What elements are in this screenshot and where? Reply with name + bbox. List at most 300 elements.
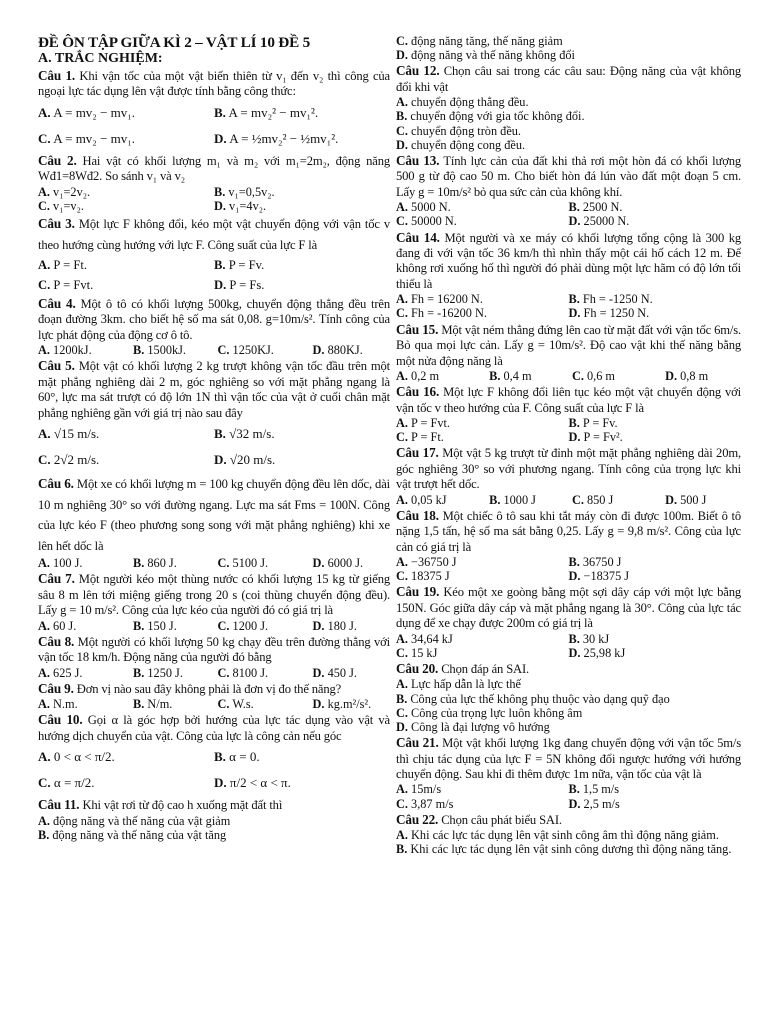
left-column (38, 34, 390, 842)
option-text: v₁=2v₂. (53, 184, 91, 199)
answer-options (396, 632, 741, 660)
answer-option (396, 34, 741, 48)
option-text: π/2 < α < π. (229, 775, 291, 791)
question-block (396, 661, 741, 734)
answer-option (396, 720, 741, 734)
exam-title: ĐỀ ÔN TẬP GIỮA KÌ 2 – VẬT LÍ 10 ĐỀ 5 (38, 34, 310, 51)
option-text: 34,64 kJ (411, 631, 453, 646)
answer-option (38, 744, 214, 770)
option-text: P = Fv. (228, 258, 265, 273)
answer-option (38, 828, 390, 842)
answer-option (214, 100, 390, 126)
option-text: √32 m/s. (229, 426, 275, 442)
option-text: P = Fv. (582, 415, 618, 430)
option-letter: B. (214, 184, 226, 199)
option-letter: C. (217, 618, 230, 633)
question-number: Câu 22. (396, 811, 439, 827)
answer-option (38, 814, 390, 828)
option-letter: C. (38, 452, 51, 468)
option-letter: D. (214, 130, 227, 146)
answer-option (396, 48, 741, 62)
answer-options (38, 556, 390, 570)
option-letter: B. (38, 827, 50, 842)
question-text: Kéo một xe goòng bằng một sợi dây cáp với một lực bằng 150N. Góc giữa dây cáp và mặt phẳng ngang là 30°. Công của lực tác dụng để xe chạy được 200m có giá trị là (396, 585, 742, 631)
option-text: 1250 J. (147, 665, 183, 680)
question-block (396, 34, 741, 62)
option-letter: B. (568, 631, 580, 646)
option-text: 880KJ. (327, 343, 363, 358)
answer-option (396, 677, 741, 691)
option-text: α = 0. (229, 749, 260, 765)
answer-option (569, 569, 742, 583)
question-text: Một người kéo một thùng nước có khối lượng 15 kg từ giếng sâu 8 m lên tới miệng giếng trong 20 s (coi thùng chuyển động đều). Lấy g = 10 m/s². Công của lực kéo của người đó có giá trị là (38, 572, 391, 618)
option-letter: D. (568, 214, 581, 229)
question-number: Câu 1. (38, 68, 76, 83)
answer-option (396, 706, 741, 720)
question-block (396, 63, 741, 152)
answer-option (214, 126, 390, 152)
option-text: 450 J. (327, 665, 357, 680)
option-letter: D. (214, 278, 227, 293)
option-text: 60 J. (53, 618, 77, 633)
option-text: 5000 N. (411, 200, 451, 215)
question-stem (396, 661, 741, 677)
question-stem (396, 445, 741, 492)
question-stem (38, 681, 390, 697)
option-text: −18375 J (583, 569, 630, 584)
option-letter: B. (214, 104, 226, 120)
option-letter: A. (396, 828, 408, 843)
question-block (38, 712, 390, 796)
question-number: Câu 2. (38, 152, 77, 168)
option-letter: B. (214, 749, 226, 765)
question-block (38, 681, 390, 712)
answer-option (38, 126, 214, 152)
question-stem (396, 230, 741, 293)
question-number: Câu 6. (38, 476, 74, 492)
answer-option (218, 697, 313, 711)
answer-option (396, 828, 741, 842)
option-letter: B. (396, 842, 408, 857)
option-letter: D. (568, 306, 581, 321)
option-letter: D. (312, 697, 325, 712)
option-text: 25000 N. (583, 214, 630, 229)
answer-options (38, 619, 390, 633)
option-text: v₁=v₂. (53, 198, 84, 213)
option-text: 625 J. (53, 665, 83, 680)
question-stem (38, 214, 390, 255)
question-text: Một xe có khối lượng m = 100 kg chuyển động đều lên dốc, dài 10 m nghiêng 30° so với đường ngang. Lực ma sát Fms = 100N. Công của lực kéo F (theo phương song song với mặt phẳng nghiêng) khi xe lên hết dốc là (38, 477, 390, 553)
option-letter: A. (38, 749, 51, 765)
option-letter: C. (38, 278, 51, 293)
option-text: Fh = -1250 N. (582, 292, 653, 307)
option-letter: B. (568, 200, 580, 215)
option-text: 0,6 m (586, 368, 615, 383)
answer-option (569, 646, 742, 660)
answer-option (38, 447, 214, 473)
option-text: v₁=4v₂. (229, 198, 267, 213)
question-number: Câu 16. (396, 384, 440, 400)
question-block (38, 153, 390, 213)
option-letter: A. (396, 677, 408, 692)
answer-options (38, 100, 390, 152)
answer-option (218, 619, 313, 633)
question-block (396, 508, 741, 584)
question-text: Một lực F không đổi, kéo một vật chuyển động với vận tốc v theo hướng cùng hướng với lực F. Công suất của lực F là (38, 217, 390, 252)
answer-option (38, 666, 133, 680)
option-letter: C. (396, 430, 408, 445)
option-text: 0 < α < π/2. (53, 749, 115, 765)
option-letter: C. (217, 343, 230, 358)
question-number: Câu 7. (38, 571, 75, 587)
option-text: Công của lực thế không phụ thuộc vào dạng quỹ đạo (410, 691, 670, 706)
answer-option (214, 421, 390, 447)
option-text: 1500kJ. (147, 343, 186, 358)
option-text: 2√2 m/s. (53, 452, 100, 468)
answer-option (396, 292, 569, 306)
option-text: chuyển động tròn đều. (411, 123, 522, 138)
answer-option (218, 343, 313, 357)
answer-option (214, 255, 390, 275)
option-text: 15 kJ (411, 645, 438, 660)
option-text: 15m/s (411, 782, 442, 797)
answer-options (396, 555, 741, 583)
option-letter: A. (396, 782, 408, 797)
question-block (396, 322, 741, 383)
question-stem (396, 322, 741, 369)
option-text: 1000 J (503, 492, 536, 507)
question-text: Một vật 5 kg trượt từ đỉnh một mặt phẳng nghiêng dài 20m, góc nghiêng 30° so với phương ngang. Tính công của trọng lực khi vật trượt hết dốc. (396, 446, 741, 492)
option-letter: B. (133, 618, 145, 633)
answer-option (38, 343, 133, 357)
answer-option (38, 185, 214, 199)
question-text: Một vật ném thẳng đứng lên cao từ mặt đất với vận tốc 6m/s. Bỏ qua mọi lực cản. Lấy g = 10m/s². Độ cao vật khi thế năng bằng một nửa động năng là (396, 322, 742, 368)
question-stem (396, 812, 741, 828)
option-text: Fh = -16200 N. (411, 306, 487, 321)
question-text: Khi vật rơi từ độ cao h xuống mặt đất thì (82, 798, 283, 813)
option-text: 0,4 m (503, 368, 532, 383)
option-letter: A. (396, 200, 408, 215)
option-letter: D. (214, 775, 227, 791)
option-letter: B. (568, 292, 580, 307)
option-letter: D. (214, 452, 227, 468)
option-letter: D. (312, 665, 325, 680)
option-letter: A. (38, 665, 50, 680)
question-block (396, 230, 741, 321)
option-text: P = Fv². (583, 430, 623, 445)
answer-options (38, 697, 390, 711)
question-block (38, 358, 390, 473)
answer-option (38, 275, 214, 295)
option-letter: C. (571, 368, 584, 383)
question-stem (38, 474, 390, 556)
option-text: 18375 J (411, 569, 450, 584)
answer-options (38, 421, 390, 473)
question-text: Hai vật có khối lượng m₁ và m₂ với m₁=2m₂, động năng Wđ1=8Wđ2. So sánh v₁ và v₂ (38, 153, 390, 184)
answer-option (38, 199, 214, 213)
option-text: A = mv₂ − mv₁. (53, 130, 136, 146)
question-block (396, 812, 741, 857)
answer-option (214, 447, 390, 473)
question-block (38, 634, 390, 680)
question-text: Một lực F không đổi liên tục kéo một vật chuyển động với vận tốc v theo hướng của F. Công suất của lực F là (396, 385, 742, 415)
answer-option (214, 275, 390, 295)
answer-option (396, 306, 569, 320)
answer-option (396, 797, 569, 811)
option-letter: D. (568, 569, 581, 584)
option-text: 180 J. (327, 618, 357, 633)
question-stem (396, 63, 741, 95)
answer-option (396, 214, 569, 228)
answer-option (396, 569, 569, 583)
option-text: 8100 J. (232, 665, 269, 680)
question-block (38, 296, 390, 357)
answer-option (38, 255, 214, 275)
question-number: Câu 18. (396, 507, 439, 523)
option-text: 850 J (586, 492, 614, 507)
answer-option (38, 100, 214, 126)
option-letter: A. (38, 104, 51, 120)
question-number: Câu 10. (38, 712, 83, 728)
section-heading: A. TRẮC NGHIỆM: (38, 51, 163, 66)
question-block (396, 584, 741, 660)
option-text: 25,98 kJ (583, 645, 626, 660)
option-text: động năng tăng, thế năng giảm (411, 34, 563, 48)
question-stem (38, 712, 390, 744)
option-text: 0,2 m (411, 368, 440, 383)
option-letter: B. (489, 368, 501, 383)
question-text: Chọn đáp án SAI. (441, 662, 530, 676)
answer-options (38, 814, 390, 842)
option-letter: D. (312, 343, 325, 358)
answer-option (569, 632, 742, 646)
answer-option (569, 797, 742, 811)
answer-option (396, 782, 569, 796)
answer-options (396, 292, 741, 320)
answer-option (133, 619, 217, 633)
right-questions (396, 34, 741, 857)
option-letter: C. (396, 796, 408, 811)
question-stem (38, 68, 390, 100)
answer-option (218, 666, 313, 680)
option-text: Khi các lực tác dụng lên vật sinh công âm thì động năng giảm. (411, 828, 719, 843)
answer-option (396, 95, 741, 109)
option-letter: D. (568, 430, 581, 445)
option-text: 1250KJ. (232, 343, 274, 358)
question-block (38, 214, 390, 295)
option-text: √20 m/s. (229, 452, 276, 468)
option-letter: A. (396, 631, 408, 646)
option-text: W.s. (232, 697, 254, 712)
option-letter: A. (396, 292, 408, 307)
answer-option (396, 646, 569, 660)
question-stem (38, 634, 390, 666)
question-block (38, 474, 390, 570)
option-text: động năng và thế năng của vật giảm (53, 813, 231, 828)
option-text: α = π/2. (53, 775, 95, 791)
answer-option (218, 556, 313, 570)
option-text: chuyển động với gia tốc không đổi. (410, 109, 585, 124)
question-stem (396, 735, 741, 782)
question-block (396, 445, 741, 506)
option-text: A = mv₂ − mv₁. (53, 104, 136, 120)
question-text: Chọn câu sai trong các câu sau: Động năng của vật không đổi khi vật (396, 64, 742, 94)
option-text: 0,05 kJ (411, 492, 447, 507)
answer-option (396, 124, 741, 138)
option-letter: C. (217, 697, 230, 712)
option-text: chuyển động cong đều. (411, 137, 526, 152)
option-letter: C. (396, 34, 408, 48)
option-letter: D. (568, 796, 581, 811)
question-number: Câu 21. (396, 735, 439, 751)
option-letter: A. (396, 492, 408, 507)
option-text: A = mv₂² − mv₁². (228, 104, 319, 120)
option-letter: D. (312, 556, 325, 571)
answer-option (396, 430, 569, 444)
option-letter: A. (38, 343, 50, 358)
answer-option (489, 369, 572, 383)
question-block (38, 797, 390, 842)
option-letter: B. (396, 691, 408, 706)
answer-option (569, 200, 742, 214)
option-text: động năng và thế năng không đổi (411, 48, 575, 63)
option-text: Công là đại lượng vô hướng (411, 720, 550, 735)
answer-option (396, 493, 489, 507)
option-letter: B. (214, 426, 226, 442)
answer-option (38, 770, 214, 796)
question-text: Một vật có khối lượng 2 kg trượt không vận tốc đầu trên một mặt phẳng nghiêng dài 2 m, góc nghiêng so với mặt phẳng ngang là 60°, lực ma sát trượt có độ lớn 1N thì vận tốc của vật ở cuối chân mặt phẳng nghiêng gần với giá trị nào sau đây (38, 359, 390, 420)
option-letter: B. (568, 415, 580, 430)
answer-option (569, 416, 742, 430)
question-number: Câu 19. (396, 584, 440, 600)
question-stem (38, 797, 390, 813)
option-letter: A. (38, 618, 50, 633)
answer-option (396, 842, 741, 856)
option-text: 150 J. (147, 618, 177, 633)
option-text: 1200kJ. (53, 343, 92, 358)
question-block (396, 384, 741, 444)
answer-options (396, 677, 741, 734)
answer-options (38, 343, 390, 357)
option-text: √15 m/s. (53, 426, 100, 442)
option-letter: B. (133, 556, 145, 571)
option-letter: B. (396, 109, 408, 124)
answer-option (396, 109, 741, 123)
answer-options (396, 200, 741, 228)
question-text: Một người có khối lượng 50 kg chạy đều trên đường thẳng với vận tốc 18 km/h. Động năng của người đó bằng (38, 634, 390, 665)
question-text: Một chiếc ô tô sau khi tắt máy còn đi được 100m. Biết ô tô nặng 1,5 tấn, hệ số ma sát bằng 0,25. Lấy g = 9,8 m/s². Công của lực cản có giá trị là (396, 508, 742, 554)
option-text: Fh = 16200 N. (411, 292, 483, 307)
option-text: 860 J. (147, 556, 177, 571)
option-letter: D. (665, 368, 678, 383)
question-block (38, 68, 390, 152)
option-text: P = Fvt. (411, 415, 450, 430)
answer-option (665, 493, 741, 507)
question-number: Câu 11. (38, 797, 80, 813)
answer-option (313, 343, 390, 357)
option-letter: C. (571, 492, 584, 507)
answer-option (38, 697, 133, 711)
question-stem (38, 153, 390, 185)
answer-option (313, 697, 390, 711)
option-letter: D. (396, 137, 408, 152)
option-text: Lực hấp dẫn là lực thế (411, 677, 521, 692)
option-text: 1,5 m/s (582, 782, 620, 797)
answer-option (396, 555, 569, 569)
answer-option (489, 493, 572, 507)
option-letter: C. (217, 556, 230, 571)
option-text: P = Fs. (229, 278, 265, 293)
option-letter: C. (38, 130, 51, 146)
option-letter: C. (396, 645, 408, 660)
question-text: Chọn câu phát biểu SAI. (441, 812, 562, 827)
option-text: A = ½mv₂² − ½mv₁². (229, 130, 339, 146)
answer-options (38, 185, 390, 213)
answer-options (396, 782, 741, 810)
option-text: 3,87 m/s (411, 796, 454, 811)
option-letter: B. (133, 697, 145, 712)
answer-options (396, 828, 741, 856)
question-number: Câu 17. (396, 445, 439, 461)
option-letter: A. (396, 554, 408, 569)
answer-option (133, 666, 217, 680)
answer-option (38, 421, 214, 447)
answer-options (396, 34, 741, 62)
answer-option (313, 619, 390, 633)
option-letter: A. (396, 415, 408, 430)
answer-option (214, 770, 390, 796)
question-text: Tính lực cản của đất khi thả rơi một hòn đá có khối lượng 500 g từ độ cao 50 m. Cho biết hòn đá lún vào đất một đoạn 5 cm. Lấy g = 10m/s² bỏ qua sức cản của không khí. (396, 154, 741, 199)
answer-option (665, 369, 741, 383)
option-letter: C. (396, 705, 408, 720)
answer-options (396, 95, 741, 152)
option-letter: C. (38, 198, 50, 213)
answer-option (396, 632, 569, 646)
option-text: 0,8 m (680, 368, 709, 383)
option-letter: C. (396, 569, 408, 584)
option-letter: A. (396, 95, 408, 110)
answer-option (572, 493, 665, 507)
answer-option (133, 697, 217, 711)
question-stem (396, 153, 741, 200)
question-text: Một vật khối lượng 1kg đang chuyển động với vận tốc 5m/s thì chịu tác dụng của lực F = 5N không đổi ngược hướng với hướng chuyển động. Sau khi đi thêm được 1m nữa, vận tốc của vật là (396, 736, 742, 782)
option-letter: C. (396, 306, 408, 321)
question-stem (396, 508, 741, 555)
left-questions (38, 68, 390, 842)
question-number: Câu 12. (396, 63, 440, 79)
option-text: −36750 J (411, 554, 457, 569)
answer-options (38, 255, 390, 295)
option-letter: B. (214, 258, 226, 273)
question-number: Câu 5. (38, 358, 75, 374)
question-text: Một người và xe máy có khối lượng tổng cộng là 300 kg đang đi với vận tốc 36 km/h thì nhìn thấy một cái hố cách 12 m. Để không rơi xuống hố thì người đó phải dùng một lực hãm có độ lớn tối thiểu là (396, 230, 742, 291)
question-number: Câu 14. (396, 229, 440, 245)
answer-option (569, 555, 742, 569)
question-text: Gọi α là góc hợp bởi hướng của lực tác dụng vào vật và hướng dịch chuyển của vật. Công của lực là công cản nếu góc (38, 713, 391, 743)
option-letter: D. (312, 618, 325, 633)
option-letter: B. (133, 343, 145, 358)
option-text: P = Ft. (53, 258, 87, 273)
question-number: Câu 8. (38, 633, 75, 649)
question-block (38, 571, 390, 632)
option-letter: D. (396, 48, 408, 63)
option-text: 500 J (680, 492, 707, 507)
question-stem (396, 384, 741, 416)
option-letter: A. (38, 258, 51, 273)
answer-options (396, 493, 741, 507)
option-letter: C. (396, 214, 408, 229)
answer-options (396, 369, 741, 383)
